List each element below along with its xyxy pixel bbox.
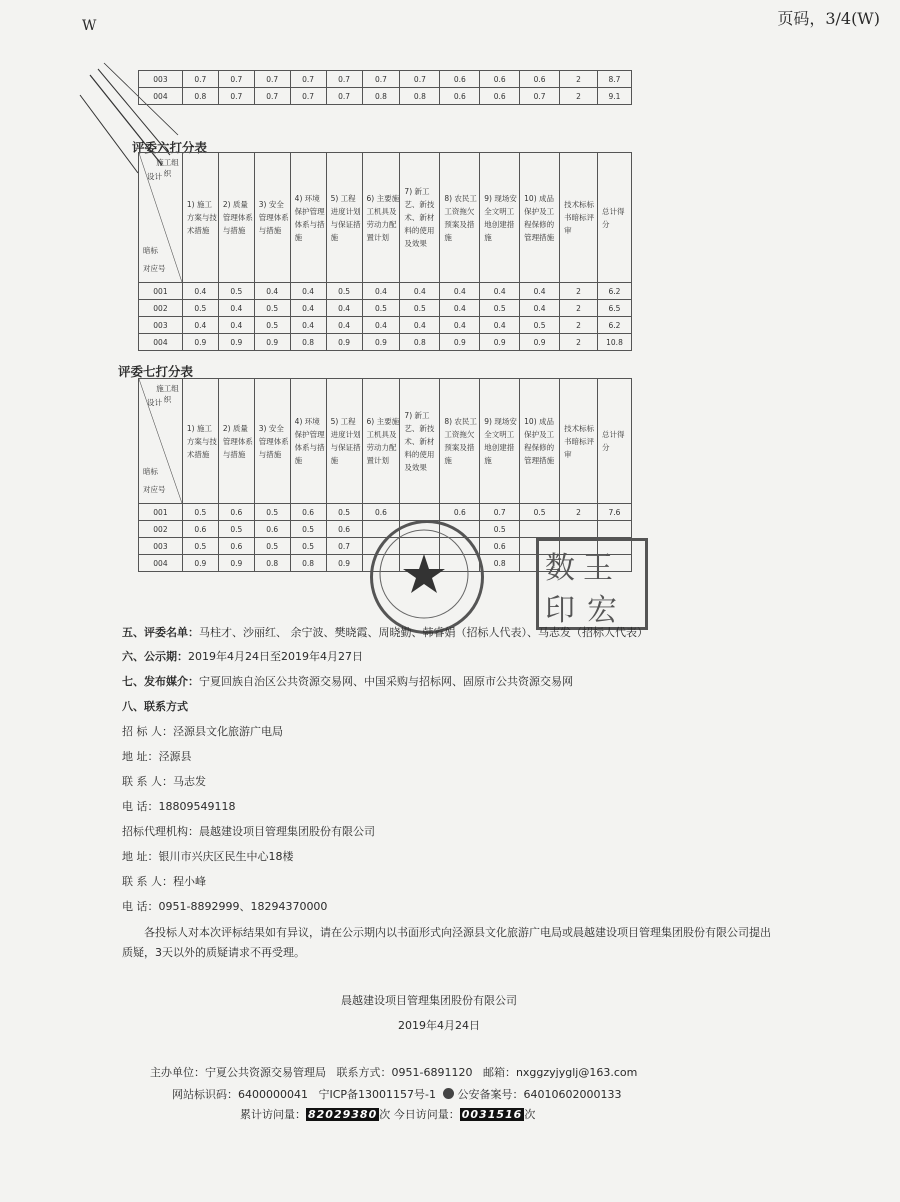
police-badge-icon <box>443 1088 454 1099</box>
score-cell: 0.5 <box>480 521 520 538</box>
column-header: 3) 安全管理体系与措施 <box>254 379 290 504</box>
contact-line: 联 系 人：程小峰 <box>122 875 206 888</box>
score-cell: 0.5 <box>290 538 326 555</box>
footer-line2 <box>172 1086 622 1102</box>
column-header: 6) 主要施工机具及劳动力配置计划 <box>362 379 400 504</box>
score-cell: 0.7 <box>326 538 362 555</box>
section-text: 马柱才、沙丽红、 余宁波、樊晓霞、周晓勤、韩睿娟（招标人代表）、马志发（招标人代表） <box>199 626 648 639</box>
bid-id-cell: 004 <box>139 88 183 105</box>
score-cell: 0.6 <box>480 71 520 88</box>
score-cell: 6.2 <box>597 317 631 334</box>
score-cell: 0.6 <box>440 88 480 105</box>
personal-seal <box>536 538 648 630</box>
score-cell: 2 <box>560 88 598 105</box>
section-media <box>122 673 573 689</box>
column-header: 总计得分 <box>597 379 631 504</box>
today-visits-counter: 0031516 <box>461 1108 523 1121</box>
score-cell: 0.9 <box>362 334 400 351</box>
score-cell: 0.5 <box>254 300 290 317</box>
score-cell: 0.9 <box>326 555 362 572</box>
score-cell: 0.7 <box>326 88 362 105</box>
score-cell: 0.8 <box>254 555 290 572</box>
column-header: 8) 农民工工资拖欠预案及措施 <box>440 153 480 283</box>
section-judges <box>122 624 648 640</box>
score-cell: 0.4 <box>218 300 254 317</box>
column-header: 5) 工程进度计划与保证措施 <box>326 153 362 283</box>
score-cell: 0.8 <box>290 334 326 351</box>
footer-line1 <box>150 1064 637 1080</box>
section-label: 五、评委名单： <box>122 626 199 639</box>
objection-notice: 各投标人对本次评标结果如有异议，请在公示期内以书面形式向泾源县文化旅游广电局或晨越建设项目管理集团股份有限公司提出质疑，3天以外的质疑请求不再受理。 <box>122 926 771 959</box>
score-cell: 0.9 <box>218 555 254 572</box>
score-cell: 0.9 <box>182 334 218 351</box>
score-cell: 0.6 <box>480 538 520 555</box>
section-label: 六、公示期： <box>122 650 188 663</box>
footer-police: 公安备案号：64010602000133 <box>457 1088 622 1101</box>
score-cell: 0.5 <box>254 317 290 334</box>
score-cell: 0.7 <box>218 88 254 105</box>
section-label: 七、发布媒介： <box>122 675 199 688</box>
header-corner-top2: 设计 <box>147 398 162 407</box>
score-cell: 0.4 <box>326 300 362 317</box>
column-header: 8) 农民工工资拖欠预案及措施 <box>440 379 480 504</box>
table-row <box>139 334 632 351</box>
score-cell: 0.8 <box>400 334 440 351</box>
column-header: 4) 环境保护管理体系与措施 <box>290 153 326 283</box>
score-cell: 2 <box>560 283 598 300</box>
star-icon <box>370 520 478 628</box>
score-cell: 0.4 <box>290 317 326 334</box>
score-cell: 0.7 <box>520 88 560 105</box>
contact-line: 地 址：银川市兴庆区民生中心18楼 <box>122 850 294 863</box>
footer-host: 主办单位：宁夏公共资源交易管理局 <box>150 1066 326 1079</box>
total-visits-counter: 82029380 <box>308 1108 378 1121</box>
score-cell <box>597 521 631 538</box>
score-cell: 0.5 <box>480 300 520 317</box>
score-cell: 0.7 <box>254 71 290 88</box>
bid-id-cell: 004 <box>139 555 183 572</box>
score-cell: 0.6 <box>218 504 254 521</box>
footer-phone: 联系方式：0951-6891120 <box>336 1066 473 1079</box>
score-cell: 0.6 <box>440 504 480 521</box>
column-header: 7) 新工艺、新技术、新材料的使用及效果 <box>400 379 440 504</box>
score-cell: 0.6 <box>290 504 326 521</box>
table-row <box>139 283 632 300</box>
score-cell: 0.6 <box>254 521 290 538</box>
table-row <box>139 300 632 317</box>
score-cell: 0.4 <box>520 300 560 317</box>
score-cell <box>520 521 560 538</box>
score-cell: 0.8 <box>480 555 520 572</box>
score-cell: 0.4 <box>362 317 400 334</box>
header-corner-bottom: 暗标 <box>143 467 158 476</box>
score-cell: 0.9 <box>520 334 560 351</box>
score-cell: 0.4 <box>290 283 326 300</box>
judge6-score-table <box>138 152 632 351</box>
column-header: 5) 工程进度计划与保证措施 <box>326 379 362 504</box>
score-cell: 0.5 <box>326 283 362 300</box>
footer-email: 邮箱：nxggzyjyglj@163.com <box>482 1066 638 1079</box>
score-cell: 0.4 <box>362 283 400 300</box>
column-header: 6) 主要施工机具及劳动力配置计划 <box>362 153 400 283</box>
score-cell: 0.6 <box>440 71 480 88</box>
score-cell: 0.7 <box>362 71 400 88</box>
column-header: 9) 现场安全文明工地创建措施 <box>480 153 520 283</box>
contact-line: 地 址：泾源县 <box>122 750 192 763</box>
score-cell: 0.4 <box>520 283 560 300</box>
score-cell: 0.8 <box>400 88 440 105</box>
score-cell: 0.7 <box>254 88 290 105</box>
score-cell: 0.4 <box>182 317 218 334</box>
score-cell: 2 <box>560 317 598 334</box>
bid-id-cell: 002 <box>139 300 183 317</box>
score-cell: 0.8 <box>182 88 218 105</box>
column-header: 1) 施工方案与技术措施 <box>182 153 218 283</box>
column-header: 9) 现场安全文明工地创建措施 <box>480 379 520 504</box>
score-cell: 0.6 <box>520 71 560 88</box>
score-cell: 0.9 <box>326 334 362 351</box>
table-row <box>139 317 632 334</box>
column-header: 10) 成品保护及工程保修的管理措施 <box>520 153 560 283</box>
score-cell: 0.7 <box>218 71 254 88</box>
table7-title: 评委七打分表 <box>118 364 194 379</box>
score-cell: 6.2 <box>597 283 631 300</box>
section-publicity <box>122 648 363 664</box>
header-corner-top: 施工组织 <box>156 384 179 404</box>
score-cell: 0.4 <box>290 300 326 317</box>
score-cell: 0.4 <box>254 283 290 300</box>
table-row <box>139 504 632 521</box>
header-corner-top2: 设计 <box>147 172 162 181</box>
score-cell: 0.7 <box>480 504 520 521</box>
score-cell: 2 <box>560 334 598 351</box>
score-cell: 2 <box>560 300 598 317</box>
company-seal <box>370 520 484 634</box>
contact-line: 电 话：0951-8892999、18294370000 <box>122 900 328 913</box>
corner-mark: W <box>82 18 97 34</box>
header-corner-bottom2: 对应号 <box>143 485 166 494</box>
score-cell: 0.5 <box>254 504 290 521</box>
footer-icp: 宁ICP备13001157号-1 <box>318 1088 437 1101</box>
signature-date: 2019年4月24日 <box>398 1019 480 1032</box>
score-cell: 0.5 <box>254 538 290 555</box>
table6-title: 评委六打分表 <box>132 140 208 155</box>
section-text: 2019年4月24日至2019年4月27日 <box>188 650 363 663</box>
section-label: 八、联系方式 <box>122 700 188 713</box>
score-cell: 0.8 <box>362 88 400 105</box>
column-header: 1) 施工方案与技术措施 <box>182 379 218 504</box>
column-header: 10) 成品保护及工程保修的管理措施 <box>520 379 560 504</box>
score-cell: 0.6 <box>326 521 362 538</box>
score-cell: 0.5 <box>182 504 218 521</box>
score-cell: 0.5 <box>362 300 400 317</box>
score-cell: 2 <box>560 71 598 88</box>
score-cell: 0.5 <box>218 521 254 538</box>
score-cell: 0.7 <box>290 88 326 105</box>
score-cell: 0.9 <box>254 334 290 351</box>
score-cell: 2 <box>560 504 598 521</box>
table-row <box>139 88 632 105</box>
score-cell: 0.5 <box>182 538 218 555</box>
section-contact <box>122 698 188 714</box>
column-header: 3) 安全管理体系与措施 <box>254 153 290 283</box>
bid-id-cell: 003 <box>139 538 183 555</box>
score-cell: 6.5 <box>597 300 631 317</box>
footer-total-label: 累计访问量： <box>240 1108 306 1121</box>
score-cell: 10.8 <box>597 334 631 351</box>
score-cell: 0.4 <box>182 283 218 300</box>
contact-line: 联 系 人：马志发 <box>122 775 206 788</box>
score-cell: 0.6 <box>480 88 520 105</box>
top-partial-table <box>138 70 632 105</box>
header-diagonal-cell <box>139 153 183 283</box>
score-cell: 0.4 <box>440 317 480 334</box>
score-cell: 0.4 <box>440 300 480 317</box>
score-cell: 0.7 <box>326 71 362 88</box>
bid-id-cell: 002 <box>139 521 183 538</box>
column-header: 2) 质量管理体系与措施 <box>218 153 254 283</box>
score-cell: 0.5 <box>182 300 218 317</box>
score-cell: 8.7 <box>597 71 631 88</box>
score-cell: 0.5 <box>218 283 254 300</box>
bid-id-cell: 001 <box>139 283 183 300</box>
column-header: 7) 新工艺、新技术、新材料的使用及效果 <box>400 153 440 283</box>
column-header: 总计得分 <box>597 153 631 283</box>
score-cell: 0.9 <box>218 334 254 351</box>
score-cell: 0.5 <box>400 300 440 317</box>
score-cell <box>560 521 598 538</box>
score-cell: 0.5 <box>520 317 560 334</box>
score-cell: 0.5 <box>326 504 362 521</box>
column-header: 4) 环境保护管理体系与措施 <box>290 379 326 504</box>
score-cell: 0.4 <box>440 283 480 300</box>
score-cell: 0.7 <box>290 71 326 88</box>
header-corner-bottom: 暗标 <box>143 246 158 255</box>
score-cell: 0.9 <box>480 334 520 351</box>
column-header: 技术标标书暗标评审 <box>560 153 598 283</box>
section-text: 宁夏回族自治区公共资源交易网、中国采购与招标网、固原市公共资源交易网 <box>199 675 573 688</box>
score-cell <box>400 504 440 521</box>
contact-line: 招标代理机构：晨越建设项目管理集团股份有限公司 <box>122 825 375 838</box>
score-cell: 0.4 <box>400 283 440 300</box>
score-cell: 0.7 <box>182 71 218 88</box>
bid-id-cell: 003 <box>139 317 183 334</box>
score-cell: 0.4 <box>400 317 440 334</box>
score-cell: 0.7 <box>400 71 440 88</box>
score-cell: 0.4 <box>480 317 520 334</box>
score-cell: 0.6 <box>218 538 254 555</box>
score-cell: 0.4 <box>218 317 254 334</box>
footer-unit: 次 <box>524 1108 536 1121</box>
header-corner-bottom2: 对应号 <box>143 264 166 273</box>
bid-id-cell: 004 <box>139 334 183 351</box>
score-cell: 0.6 <box>362 504 400 521</box>
footer-line3 <box>240 1106 535 1122</box>
score-cell: 0.6 <box>182 521 218 538</box>
score-cell: 0.9 <box>440 334 480 351</box>
score-cell: 0.4 <box>480 283 520 300</box>
seal-char: 印 <box>545 593 575 628</box>
score-cell: 0.5 <box>520 504 560 521</box>
column-header: 技术标标书暗标评审 <box>560 379 598 504</box>
seal-char: 宏 <box>587 593 617 628</box>
bid-id-cell: 003 <box>139 71 183 88</box>
column-header: 2) 质量管理体系与措施 <box>218 379 254 504</box>
seal-char: 数 <box>545 551 575 586</box>
footer-today-label: 次 今日访问量： <box>379 1108 460 1121</box>
score-cell: 0.4 <box>326 317 362 334</box>
signature-org: 晨越建设项目管理集团股份有限公司 <box>341 994 517 1007</box>
header-diagonal-cell <box>139 379 183 504</box>
score-cell: 0.5 <box>290 521 326 538</box>
seal-char: 王 <box>583 551 613 586</box>
contact-line: 电 话：18809549118 <box>122 800 236 813</box>
bid-id-cell: 001 <box>139 504 183 521</box>
score-cell: 0.9 <box>182 555 218 572</box>
contact-line: 招 标 人：泾源县文化旅游广电局 <box>122 725 283 738</box>
footer-site-id: 网站标识码：6400000041 <box>172 1088 308 1101</box>
table-row <box>139 71 632 88</box>
header-corner-top: 施工组织 <box>156 158 179 178</box>
score-cell: 0.8 <box>290 555 326 572</box>
page-number: 页码，3/4(W) <box>777 9 880 28</box>
score-cell: 9.1 <box>597 88 631 105</box>
score-cell: 7.6 <box>597 504 631 521</box>
